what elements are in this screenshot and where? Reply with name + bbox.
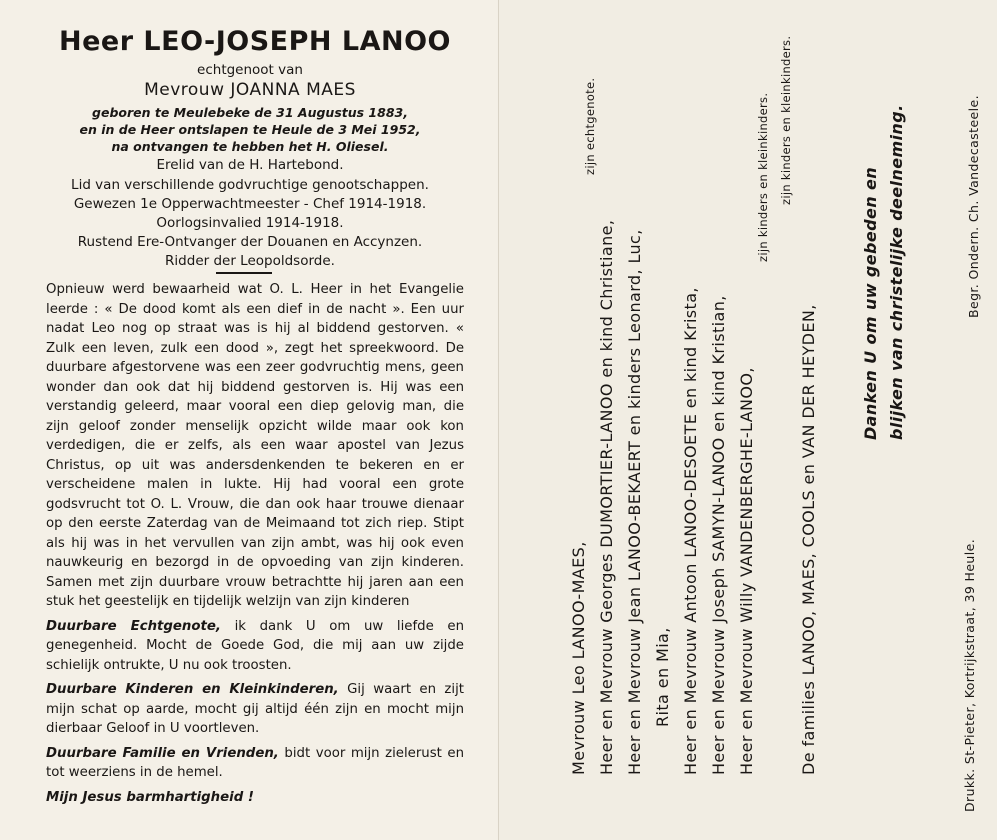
eulogy-paragraph: Opnieuw werd bewaarheid wat O. L. Heer in het Evangelie leerde : « De dood komt als een dief in de nacht ». Een uur nadat Leo nog op straat was is hij al biddend gestorven. « Zulk een leven, zulk een dood », zegt het spreekwoord. De duurbare afgestorvene was een zeer godvruchtig mens, geen wonder dan ook dat hij biddend gestorven is. Hij was een verstandig geleerd, maar vooral een diep gelovig man, die zijn geloof zonder menselijk opzicht wilde maar ook kon verdedigen, die er zelfs, als een waar apostel van Jezus Christus, op uit was andersdenkenden te bekeren en er verscheidene malen in lukte. Hij had vooral een grote godsvrucht tot O. L. Vrouw, die dan ook haar trouwe dienaar op den eerste Zaterdag van de Meimaand tot zich riep. Stipt als hij was in het vervullen van zijn ambt, was hij ook even nauwkeurig en bezorgd in de opvoeding van zijn kinderen. Samen met zijn duurbare vrouw betrachtte hij jaren aan een stuk het geestelijk en tijdelijk welzijn van zijn kinderen bbox=[46, 282, 464, 609]
mourner-family-4: Heer en Mevrouw Joseph SAMYN-LANOO en kind Kristian, bbox=[709, 295, 728, 775]
thanks-line-2: blijken van christelijke deelneming. bbox=[887, 104, 906, 440]
mourner-family-3: Heer en Mevrouw Antoon LANOO-DESOETE en kind Krista, bbox=[681, 287, 700, 775]
left-panel bbox=[0, 0, 497, 840]
right-panel bbox=[498, 0, 997, 840]
address-heading: Duurbare Familie en Vrienden, bbox=[46, 745, 279, 761]
address-children bbox=[46, 680, 464, 739]
role-widow: zijn echtgenote. bbox=[583, 77, 597, 175]
closing-prayer: Mijn Jesus barmhartigheid ! bbox=[46, 789, 254, 805]
role-grandchildren: zijn kinders en kleinkinders. bbox=[779, 35, 793, 205]
honor-line-3: Gewezen 1e Opperwachtmeester - Chef 1914-1918. bbox=[73, 196, 427, 212]
sacrament-line: na ontvangen te hebben het H. Oliesel. bbox=[111, 139, 389, 154]
address-spouse bbox=[46, 617, 464, 676]
mourner-families: De families LANOO, MAES, COOLS en VAN DER HEYDEN, bbox=[799, 304, 818, 775]
address-heading: Duurbare Kinderen en Kleinkinderen, bbox=[46, 682, 339, 697]
thanks-line-1: Danken U om uw gebeden en bbox=[861, 166, 880, 440]
address-text: bidt voor mijn zielerust en tot weerziens in de hemel. bbox=[46, 745, 464, 780]
mourner-widow: Mevrouw Leo LANOO-MAES, bbox=[569, 541, 588, 775]
address-family bbox=[46, 744, 464, 783]
address-heading: Duurbare Echtgenote, bbox=[46, 618, 221, 634]
honor-line-2: Lid van verschillende godvruchtige genootschappen. bbox=[71, 177, 429, 193]
mourner-family-5: Heer en Mevrouw Willy VANDENBERGHE-LANOO, bbox=[737, 367, 756, 775]
honor-line-1: Erelid van de H. Hartebond. bbox=[156, 157, 344, 173]
honor-line-5: Rustend Ere-Ontvanger der Douanen en Accynzen. bbox=[77, 234, 423, 250]
eulogy-text bbox=[46, 280, 464, 812]
death-line: en in de Heer ontslapen te Heule de 3 Mei 1952, bbox=[79, 122, 421, 137]
role-children: zijn kinders en kleinkinders. bbox=[756, 92, 770, 262]
undertaker-credit: Begr. Ondern. Ch. Vandecasteele. bbox=[966, 95, 981, 318]
address-text: ik dank U om uw liefde en genegenheid. Mocht de Goede God, die mij aan uw zijde schielijk ontrukte, U nu ook troosten. bbox=[46, 618, 464, 673]
mourner-family-1: Heer en Mevrouw Georges DUMORTIER-LANOO en kind Christiane, bbox=[597, 219, 616, 775]
address-text: Gij waart en zijt mijn schat op aarde, mocht gij altijd één zijn en mocht mijn dierbaar Geloof in U voortleven. bbox=[46, 682, 464, 736]
mourner-family-2: Heer en Mevrouw Jean LANOO-BEKAERT en kinders Leonard, Luc, bbox=[625, 229, 644, 775]
mourner-family-2-cont: Rita en Mia, bbox=[653, 627, 672, 727]
deceased-name-title: Heer LEO-JOSEPH LANOO bbox=[58, 26, 452, 57]
spouse-intro: echtgenoot van bbox=[197, 62, 303, 78]
printer-credit: Drukk. St-Pieter, Kortrijkstraat, 39 Heule. bbox=[962, 538, 977, 812]
divider-rule bbox=[216, 272, 272, 274]
honor-line-6: Ridder der Leopoldsorde. bbox=[165, 253, 335, 269]
honor-line-4: Oorlogsinvalied 1914-1918. bbox=[156, 215, 344, 231]
birth-line: geboren te Meulebeke de 31 Augustus 1883, bbox=[92, 105, 408, 120]
spouse-name: Mevrouw JOANNA MAES bbox=[144, 80, 356, 100]
